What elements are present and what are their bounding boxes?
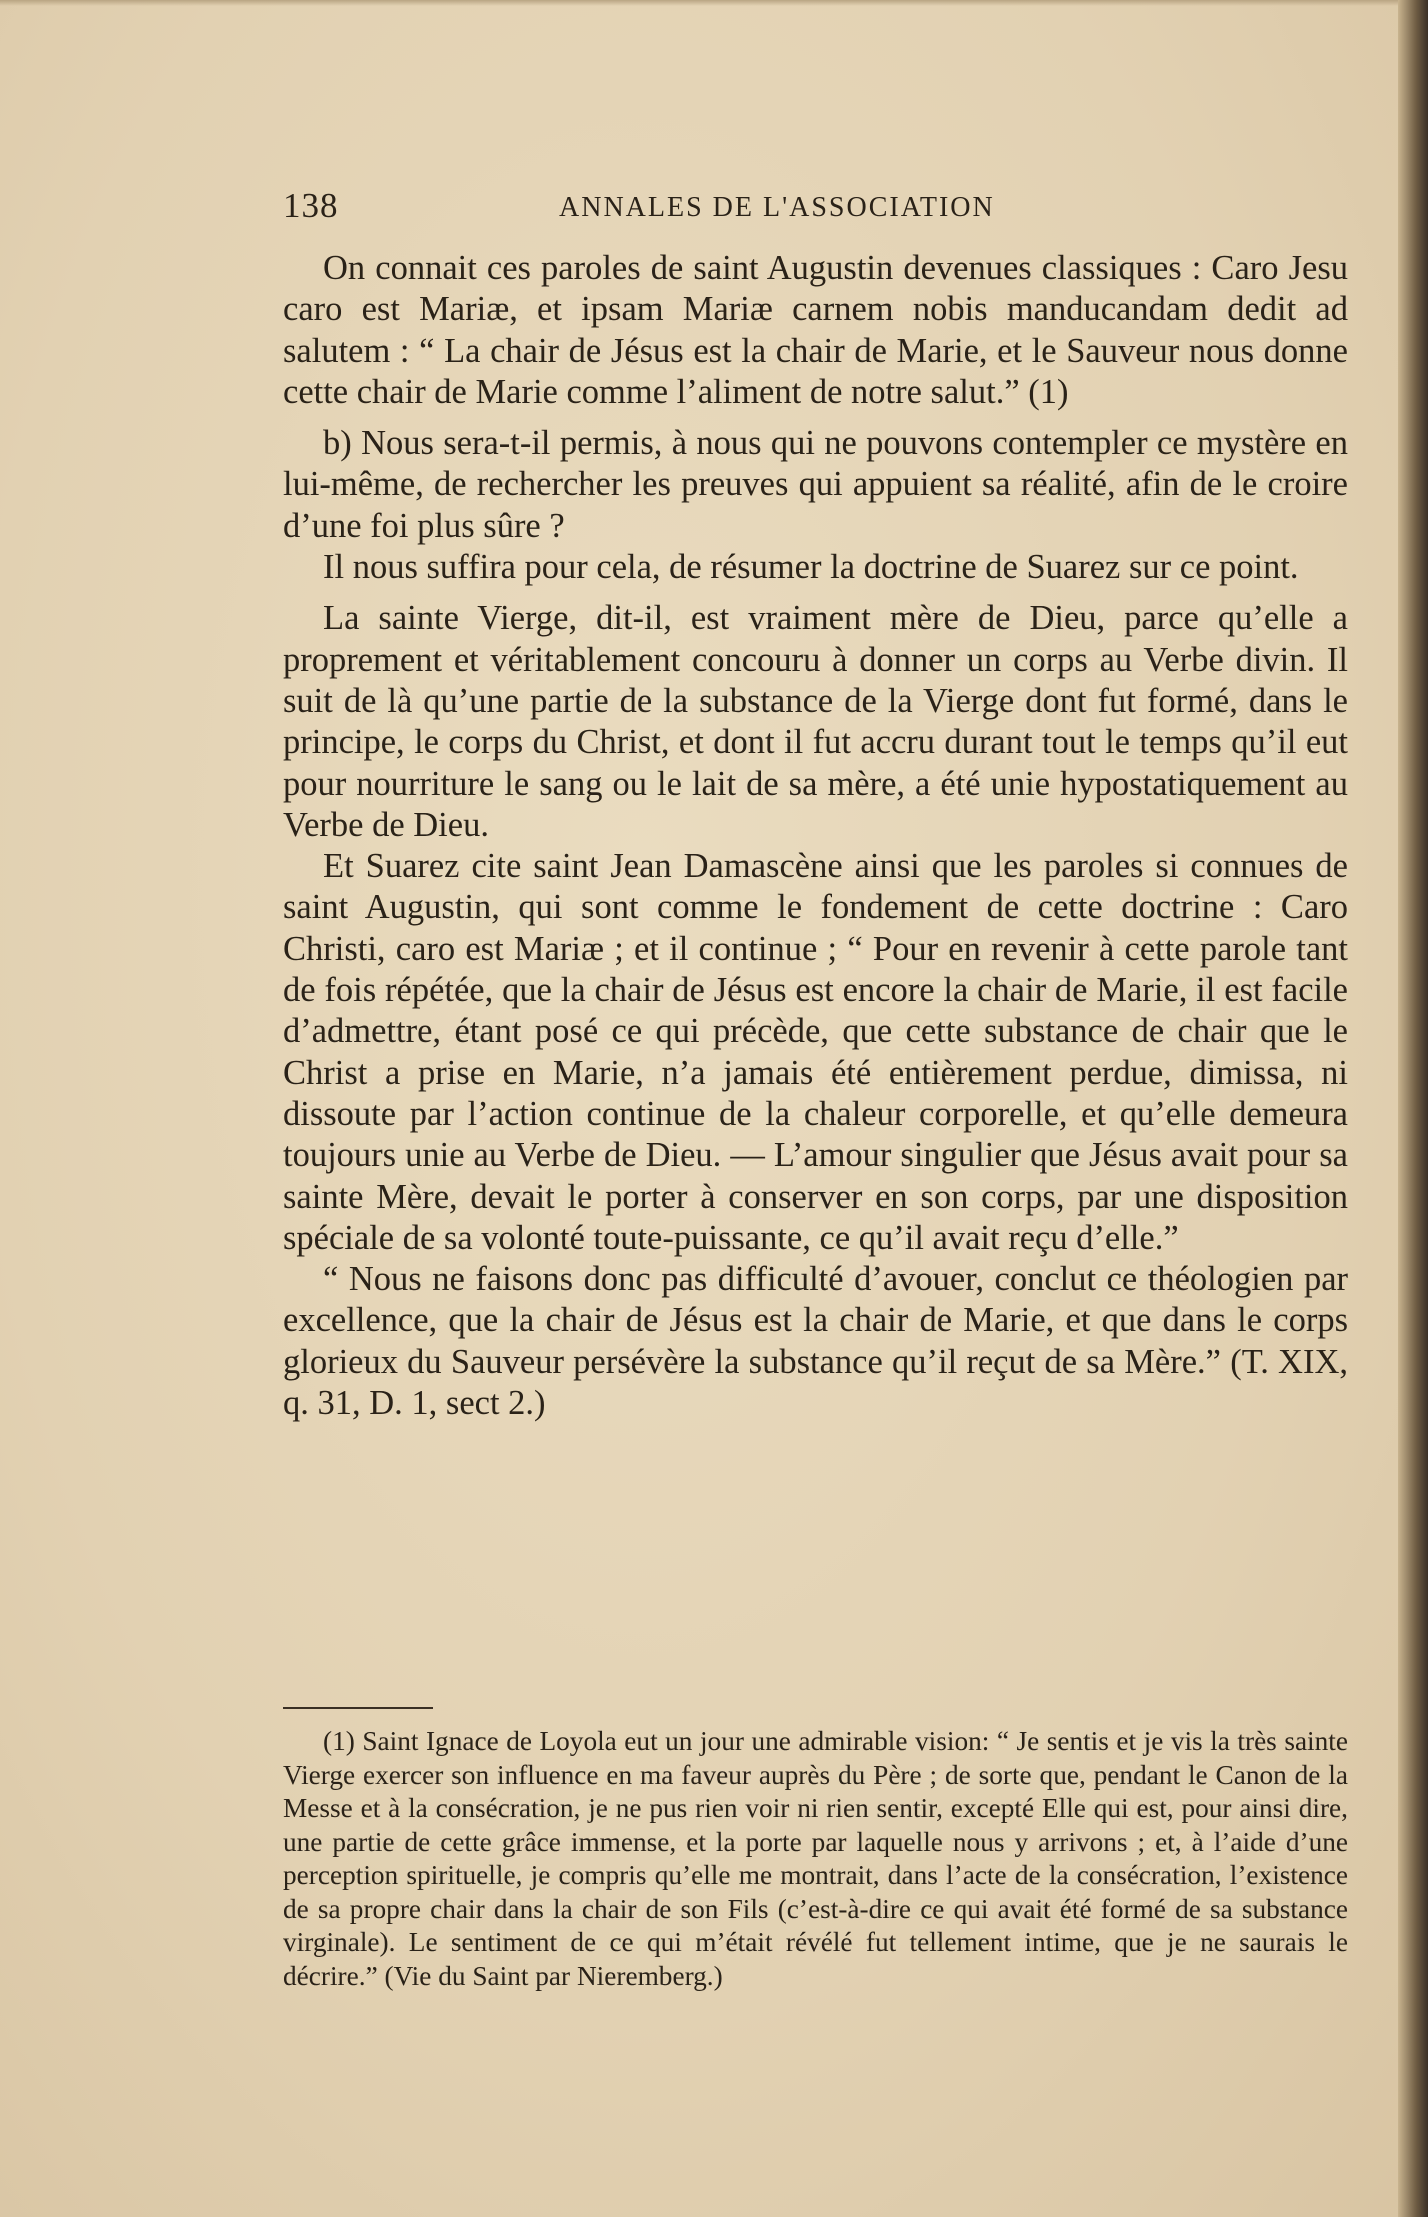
page-binding-edge <box>1398 0 1428 2217</box>
page-top-edge <box>0 0 1400 6</box>
paragraph-augustin: On connait ces paroles de saint Augustin devenues classiques : Caro Jesu caro est Mariæ, et ipsam Mariæ carnem nobis manducandam dedit ad salutem : “ La chair de Jésus est la chair de Marie, et le Sauveur nous donne cette chair de Marie comme l’aliment de notre salut.” (1) <box>283 249 1348 411</box>
paragraph-conclusion: “ Nous ne faisons donc pas difficulté d’avouer, conclut ce théologien par excellence, que la chair de Jésus est la chair de Marie, et que dans le corps glorieux du Sauveur persévère la substance qu’il reçut de sa Mère.” (T. XIX, q. 31, D. 1, sect 2.) <box>283 1260 1348 1423</box>
paragraph-question: b) Nous sera-t-il permis, à nous qui ne pouvons contempler ce mystère en lui-même, de rechercher les preuves qui appuient sa réalité, afin de le croire d’une foi plus sûre ? <box>283 424 1348 545</box>
body-text <box>283 248 1348 1424</box>
page-header <box>283 186 1348 236</box>
paragraph-suarez-citation: Et Suarez cite saint Jean Damascène ainsi que les paroles si connues de saint Augustin, qui sont comme le fondement de cette doctrine : Caro Christi, caro est Mariæ ; et il continue ; “ Pour en revenir à cette parole tant de fois répétée, que la chair de Jésus est encore la chair de Marie, il est facile d’admettre, étant posé ce qui précède, que cette substance de chair que le Christ a prise en Marie, n’a jamais été entièrement perdue, dimissa, ni dissoute par l’action continue de la chaleur corporelle, et qu’elle demeura toujours unie au Verbe de Dieu. — L’amour singulier que Jésus avait pour sa sainte Mère, devait le porter à conserver en son corps, par une disposition spéciale de sa volonté toute-puissante, ce qu’il avait reçu d’elle.” <box>283 847 1348 1257</box>
paragraph-suarez-doctrine: La sainte Vierge, dit-il, est vraiment mère de Dieu, parce qu’elle a proprement et véritablement concouru à donner un corps au Verbe divin. Il suit de là qu’une partie de la substance de la Vierge dont fut formé, dans le principe, le corps du Christ, et dont il fut accru durant tout le temps qu’il eut pour nourriture le sang ou le lait de sa mère, a été unie hypostatiquement au Verbe de Dieu. <box>283 599 1348 844</box>
footnote <box>283 1725 1348 1993</box>
page-number: 138 <box>283 186 339 225</box>
running-title: ANNALES DE L'ASSOCIATION <box>559 192 995 223</box>
paragraph-suarez-intro: Il nous suffira pour cela, de résumer la doctrine de Suarez sur ce point. <box>323 548 1299 587</box>
footnote-divider <box>283 1707 433 1709</box>
footnote-text: (1) Saint Ignace de Loyola eut un jour une admirable vision: “ Je sentis et je vis la très sainte Vierge exercer son influence en ma faveur auprès du Père ; de sorte que, pendant le Canon de la Messe et à la consécration, je ne pus rien voir ni rien sentir, excepté Elle qui est, pour ainsi dire, une partie de cette grâce immense, et la porte par laquelle nous y arrivons ; et, à l’aide d’une perception spirituelle, je compris qu’elle me montrait, dans l’acte de la consécration, l’existence de sa propre chair dans la chair de son Fils (c’est-à-dire ce qui avait été formé de sa substance virginale). Le sentiment de ce qui m’était révélé fut tellement intime, que je ne saurais le décrire.” (Vie du Saint par Nieremberg.) <box>283 1726 1348 1991</box>
